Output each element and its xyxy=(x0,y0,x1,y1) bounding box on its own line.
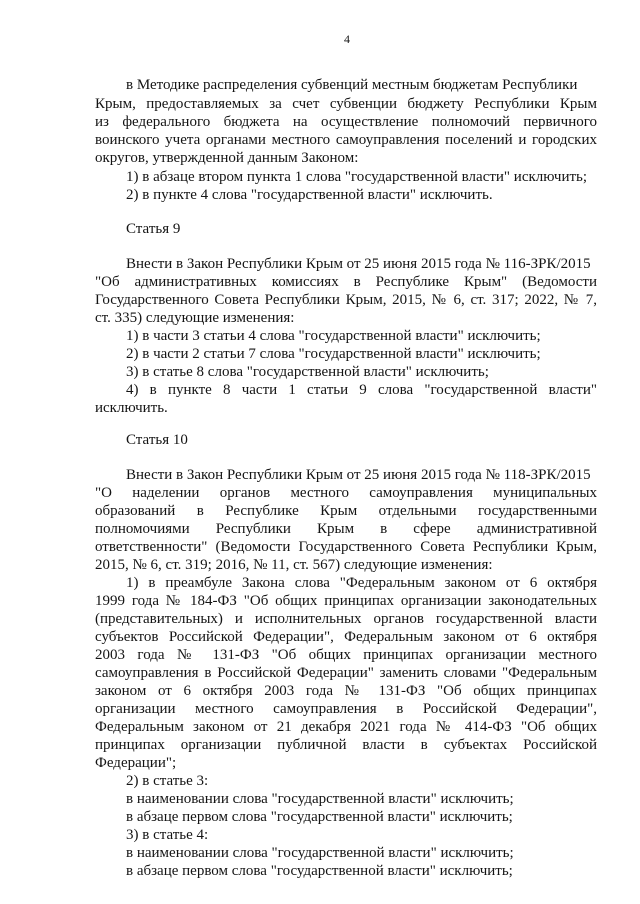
methodology-line-3: из федерального бюджета на осуществление полномочий первичного xyxy=(95,114,597,130)
article-10-item-1-line-3: (представительных) и исполнительных органов государственной власти xyxy=(95,611,597,627)
article-10-intro-line-3: образований в Республике Крым отдельными государственными xyxy=(95,503,597,519)
article-10-intro-line-6: 2015, № 6, ст. 319; 2016, № 11, ст. 567) следующие изменения: xyxy=(95,557,493,573)
article-9-item-4: 4) в пункте 8 части 1 статьи 9 слова "государственной власти" xyxy=(126,382,597,398)
article-10-item-1-line-11: Федерации"; xyxy=(95,755,177,771)
article-9-title: Статья 9 xyxy=(126,221,181,237)
article-10-item-2-sub-2: в абзаце первом слова "государственной власти" исключить; xyxy=(126,809,513,825)
methodology-item-2: 2) в пункте 4 слова "государственной власти" исключить. xyxy=(126,187,493,203)
article-10-item-3: 3) в статье 4: xyxy=(126,827,209,843)
methodology-line-5: округов, утвержденной данным Законом: xyxy=(95,150,359,166)
article-10-intro-line-2: "О наделении органов местного самоуправления муниципальных xyxy=(95,485,597,501)
article-10-item-1-line-6: самоуправления в Российской Федерации" заменить словами "Федеральным xyxy=(95,665,597,681)
article-9-intro-line-4: ст. 335) следующие изменения: xyxy=(95,310,295,326)
article-10-item-1-line-9: Федеральным законом от 21 декабря 2021 года № 414-ФЗ "Об общих xyxy=(95,719,597,735)
article-10-title: Статья 10 xyxy=(126,432,188,448)
article-10-intro-line-5: ответственности" (Ведомости Государственного Совета Республики Крым, xyxy=(95,539,597,555)
article-10-item-3-sub-1: в наименовании слова "государственной власти" исключить; xyxy=(126,845,514,861)
article-10-intro-line-4: полномочиями Республики Крым в сфере административной xyxy=(95,521,597,537)
article-9-item-3: 3) в статье 8 слова "государственной власти" исключить; xyxy=(126,364,489,380)
article-10-item-1-line-1: 1) в преамбуле Закона слова "Федеральным законом от 6 октября xyxy=(126,575,597,591)
article-10-item-1-line-10: принципах организации публичной власти в субъектах Российской xyxy=(95,737,597,753)
article-10-item-1-line-2: 1999 года № 184-ФЗ "Об общих принципах организации законодательных xyxy=(95,593,597,609)
article-9-item-2: 2) в части 2 статьи 7 слова "государственной власти" исключить; xyxy=(126,346,541,362)
article-9-intro-line-1: Внести в Закон Республики Крым от 25 июня 2015 года № 116-ЗРК/2015 xyxy=(126,256,591,272)
methodology-line-2: Крым, предоставляемых за счет субвенции бюджету Республики Крым xyxy=(95,96,597,112)
article-10-item-2-sub-1: в наименовании слова "государственной власти" исключить; xyxy=(126,791,514,807)
article-10-item-3-sub-2: в абзаце первом слова "государственной власти" исключить; xyxy=(126,863,513,879)
article-9-item-1: 1) в части 3 статьи 4 слова "государственной власти" исключить; xyxy=(126,328,541,344)
methodology-line-1: в Методике распределения субвенций местным бюджетам Республики xyxy=(126,77,578,93)
page-number: 4 xyxy=(344,32,350,46)
article-10-item-2: 2) в статье 3: xyxy=(126,773,209,789)
methodology-line-4: воинского учета органами местного самоуправления поселений и городских xyxy=(95,132,597,148)
article-10-item-1-line-5: 2003 года № 131-ФЗ "Об общих принципах организации местного xyxy=(95,647,597,663)
article-10-item-1-line-8: организации местного самоуправления в Российской Федерации", xyxy=(95,701,597,717)
article-10-item-1-line-7: законом от 6 октября 2003 года № 131-ФЗ "Об общих принципах xyxy=(95,683,597,699)
article-10-intro-line-1: Внести в Закон Республики Крым от 25 июня 2015 года № 118-ЗРК/2015 xyxy=(126,467,591,483)
article-9-intro-line-2: "Об административных комиссиях в Республике Крым" (Ведомости xyxy=(95,274,597,290)
article-9-item-4-cont: исключить. xyxy=(95,400,168,416)
article-10-item-1-line-4: субъектов Российской Федерации", Федеральным законом от 6 октября xyxy=(95,629,597,645)
methodology-item-1: 1) в абзаце втором пункта 1 слова "государственной власти" исключить; xyxy=(126,169,588,185)
article-9-intro-line-3: Государственного Совета Республики Крым, 2015, № 6, ст. 317; 2022, № 7, xyxy=(95,292,597,308)
